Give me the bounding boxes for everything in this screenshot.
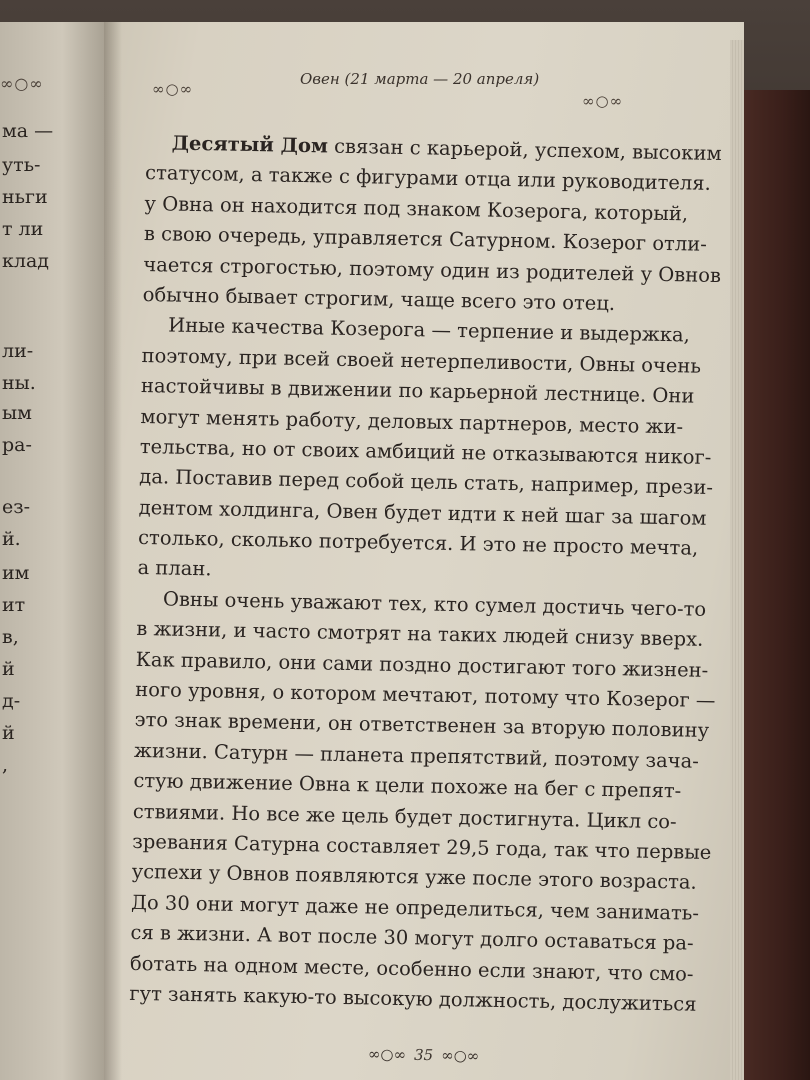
header-ornament-left: ∞○∞ xyxy=(152,80,194,98)
left-page-fragment: ма — xyxy=(2,120,54,142)
left-page-fragment: т ли xyxy=(2,218,44,240)
line-text: это знак времени, он ответственен за вторую половину xyxy=(134,708,710,743)
line-text: Иные качества Козерога — терпение и выдержка, xyxy=(167,313,691,347)
left-page-fragment: клад xyxy=(2,250,49,272)
page-body-text xyxy=(129,128,722,1020)
left-page-fragment: й xyxy=(2,722,15,744)
line-text: а план. xyxy=(137,556,212,581)
footer-ornament-right: ∞○∞ xyxy=(441,1046,480,1065)
line-text: До 30 они могут даже не определиться, чем занимать- xyxy=(130,890,700,925)
line-text: статусом, а также с фигурами отца или руководителя. xyxy=(144,161,712,196)
line-text: жизни. Сатурн — планета препятствий, поэтому зача- xyxy=(133,738,700,773)
bold-heading: Десятый Дом xyxy=(171,131,329,158)
left-page-fragment: ра- xyxy=(2,434,32,456)
line-text: ного уровня, о котором мечтают, потому что Козерог — xyxy=(134,677,716,713)
gutter-shadow xyxy=(104,22,122,1080)
line-text: стую движение Овна к цели похоже на бег с препят- xyxy=(133,769,682,803)
left-page-fragment: й. xyxy=(2,528,21,550)
line-text: зревания Сатурна составляет 29,5 года, так что первые xyxy=(132,829,712,864)
line-text: в жизни, и часто смотрят на таких людей снизу вверх. xyxy=(136,617,704,652)
left-page-fragment: ны. xyxy=(2,372,36,394)
line-text: успехи у Овнов появляются уже после этого возраста. xyxy=(131,860,697,895)
left-page-fragment: , xyxy=(2,754,9,776)
line-text: гут занять какую-то высокую должность, дослужиться xyxy=(129,981,697,1016)
header-ornament-right: ∞○∞ xyxy=(582,92,624,110)
line-text: столько, сколько потребуется. И это не просто мечта, xyxy=(137,526,699,560)
left-page-fragment: ньги xyxy=(2,186,48,208)
left-page-fragment: ли- xyxy=(2,340,34,362)
line-text: могут менять работу, деловых партнеров, место жи- xyxy=(140,404,684,438)
left-page-fragment: им xyxy=(2,562,30,584)
line-text: дентом холдинга, Овен будет идти к ней шаг за шагом xyxy=(138,495,707,530)
right-page xyxy=(104,22,744,1080)
left-page-fragment: д- xyxy=(2,690,21,712)
left-page-ornament: ∞○∞ xyxy=(0,74,44,93)
left-page-fragment: уть- xyxy=(2,154,41,176)
page-stack-edges xyxy=(730,40,744,1080)
page-footer xyxy=(368,1045,480,1065)
page-number: 35 xyxy=(413,1045,434,1065)
line-text: поэтому, при всей своей нетерпеливости, Овны очень xyxy=(141,343,702,378)
line-text: настойчивы в движении по карьерной лестнице. Они xyxy=(140,374,695,408)
line-text: ствиями. Но все же цель будет достигнута. Цикл со- xyxy=(132,799,677,833)
left-page-fragment: й xyxy=(2,658,15,680)
running-head: Овен (21 марта — 20 апреля) xyxy=(300,70,540,88)
left-page-fragment: ит xyxy=(2,594,26,616)
line-text: ботать на одном месте, особенно если знают, что смо- xyxy=(129,951,694,986)
book-cover-edge xyxy=(740,90,810,1080)
line-text: у Овна он находится под знаком Козерога, который, xyxy=(144,191,689,226)
line-text: обычно бывает строгим, чаще всего это отец. xyxy=(142,282,616,315)
line-text: Как правило, они сами поздно достигают того жизнен- xyxy=(135,647,709,682)
line-text: тельства, но от своих амбиций не отказываются никог- xyxy=(139,434,712,469)
line-text: в свою очередь, управляется Сатурном. Козерог отли- xyxy=(143,222,708,256)
line-text: связан с карьерой, успехом, высоким xyxy=(327,134,722,166)
line-text: да. Поставив перед собой цель стать, например, прези- xyxy=(139,465,714,500)
left-page xyxy=(0,22,104,1080)
line-text: чается строгостью, поэтому один из родителей у Овнов xyxy=(143,252,722,287)
line-text: ся в жизни. А вот после 30 могут долго оставаться ра- xyxy=(130,921,694,955)
footer-ornament-left: ∞○∞ xyxy=(367,1045,407,1064)
left-page-fragment: в, xyxy=(2,626,19,648)
page-header xyxy=(104,70,744,110)
line-text: Овны очень уважают тех, кто сумел достичь чего-то xyxy=(162,587,707,621)
left-page-fragment: ез- xyxy=(2,496,31,518)
left-page-fragment: ым xyxy=(2,402,32,424)
